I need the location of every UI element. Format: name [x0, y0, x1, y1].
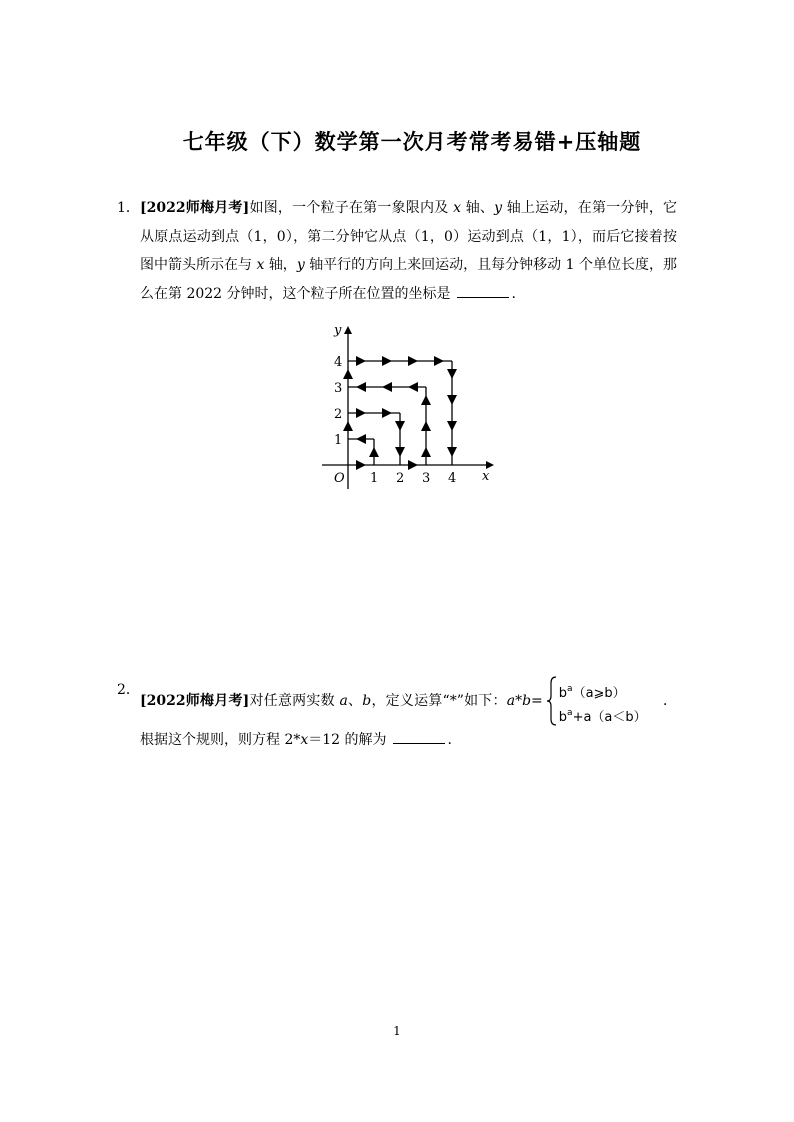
var-a: a [339, 693, 348, 709]
var-x-equation: x [300, 732, 309, 748]
direction-arrow-icon [447, 395, 457, 405]
direction-arrow-icon [395, 447, 405, 457]
direction-arrow-icon [395, 421, 405, 431]
problem-1 [117, 194, 677, 308]
x-tick-label: 1 [370, 471, 379, 486]
direction-arrow-icon [382, 356, 392, 366]
direction-arrow-icon [356, 434, 366, 444]
problem-1-source: [2022师梅月考] [140, 200, 250, 216]
origin-label: O [334, 471, 345, 486]
problem-2-sep: 、 [347, 693, 363, 709]
direction-arrow-icon [421, 395, 431, 405]
var-y-2: y [296, 257, 305, 273]
var-b: b [362, 693, 372, 709]
direction-arrow-icon [408, 460, 418, 470]
direction-arrow-icon [343, 369, 353, 379]
problem-1-text-e: 轴平行的方向上来回运动，且每分钟移动 1 个单位长度，那么在第 2022 分钟时，这个粒子所在位置的坐标是 [140, 257, 677, 302]
left-brace-icon [547, 676, 557, 726]
case-1-base: b [558, 686, 568, 701]
case-2-condition: +a（a＜b） [572, 710, 647, 725]
y-axis-arrow-icon [344, 326, 352, 334]
problem-1-text-b: 轴、 [465, 200, 495, 216]
direction-arrow-icon [447, 421, 457, 431]
direction-arrow-icon [382, 408, 392, 418]
answer-blank-2[interactable] [393, 729, 445, 744]
direction-arrow-icon [408, 382, 418, 392]
x-tick-label: 2 [396, 471, 405, 486]
problem-2-number: 2． [117, 682, 140, 698]
page-title [0, 126, 794, 156]
direction-arrow-icon [356, 382, 366, 392]
problem-1-end: . [511, 285, 516, 302]
direction-arrow-icon [356, 460, 366, 470]
direction-arrow-icon [447, 369, 457, 379]
y-axis-label: y [334, 323, 342, 338]
case-1-condition: （a⩾b） [572, 686, 626, 701]
direction-arrow-icon [434, 356, 444, 366]
problem-2-text [140, 676, 677, 755]
title-main: 七年级（下）数学第一次月考常考易错 [182, 130, 557, 154]
operation-expr: a*b [506, 693, 532, 709]
problem-2-text-c: ．根据这个规则，则方程 2* [140, 693, 677, 748]
case-2-base: b [558, 710, 568, 725]
problem-2-end: . [447, 732, 452, 748]
problem-2 [117, 676, 677, 755]
x-axis-arrow-icon [486, 461, 494, 469]
var-y: y [494, 200, 503, 216]
problem-2-source: [2022师梅月考] [140, 693, 250, 709]
x-axis-label: x [482, 469, 490, 484]
direction-arrow-icon [421, 447, 431, 457]
x-tick-label: 3 [422, 471, 431, 486]
var-x-2: x [256, 257, 265, 273]
problem-1-text-a: 如图，一个粒子在第一象限内及 [249, 200, 449, 216]
direction-arrow-icon [343, 421, 353, 431]
var-x: x [453, 200, 462, 216]
direction-arrow-icon [421, 421, 431, 431]
piecewise-case-2 [559, 704, 647, 734]
direction-arrow-icon [369, 447, 379, 457]
problem-2-text-a: 对任意两实数 [249, 693, 335, 709]
problem-1-text-d: 轴， [268, 257, 297, 273]
case-1-exponent: a [567, 684, 573, 694]
answer-blank-1[interactable] [457, 283, 509, 298]
direction-arrow-icon [356, 356, 366, 366]
y-tick-label: 3 [334, 381, 343, 396]
particle-path-figure [318, 322, 494, 490]
problem-1-text [140, 194, 677, 308]
problem-2-text-d: ＝12 的解为 [308, 732, 387, 748]
equals-sign: = [531, 693, 543, 709]
piecewise-definition [547, 676, 659, 726]
y-tick-label: 2 [334, 407, 343, 422]
direction-arrow-icon [447, 447, 457, 457]
title-suffix: +压轴题 [556, 130, 642, 154]
problem-2-text-b: ，定义运算“*”如下： [371, 693, 507, 709]
direction-arrow-icon [408, 356, 418, 366]
case-2-exponent: a [567, 708, 573, 718]
problem-1-number: 1． [117, 200, 140, 216]
y-tick-label: 4 [334, 355, 343, 370]
direction-arrow-icon [356, 408, 366, 418]
y-tick-label: 1 [334, 433, 343, 448]
direction-arrow-icon [382, 382, 392, 392]
x-tick-label: 4 [448, 471, 457, 486]
page-number: 1 [393, 1024, 401, 1038]
problem-1-text-c: 轴上运动，在第一分钟，它从原点运动到点（1，0），第二分钟它从点（1，0）运动到点（1，1），而后它接着按图中箭头所示在与 [140, 200, 678, 273]
